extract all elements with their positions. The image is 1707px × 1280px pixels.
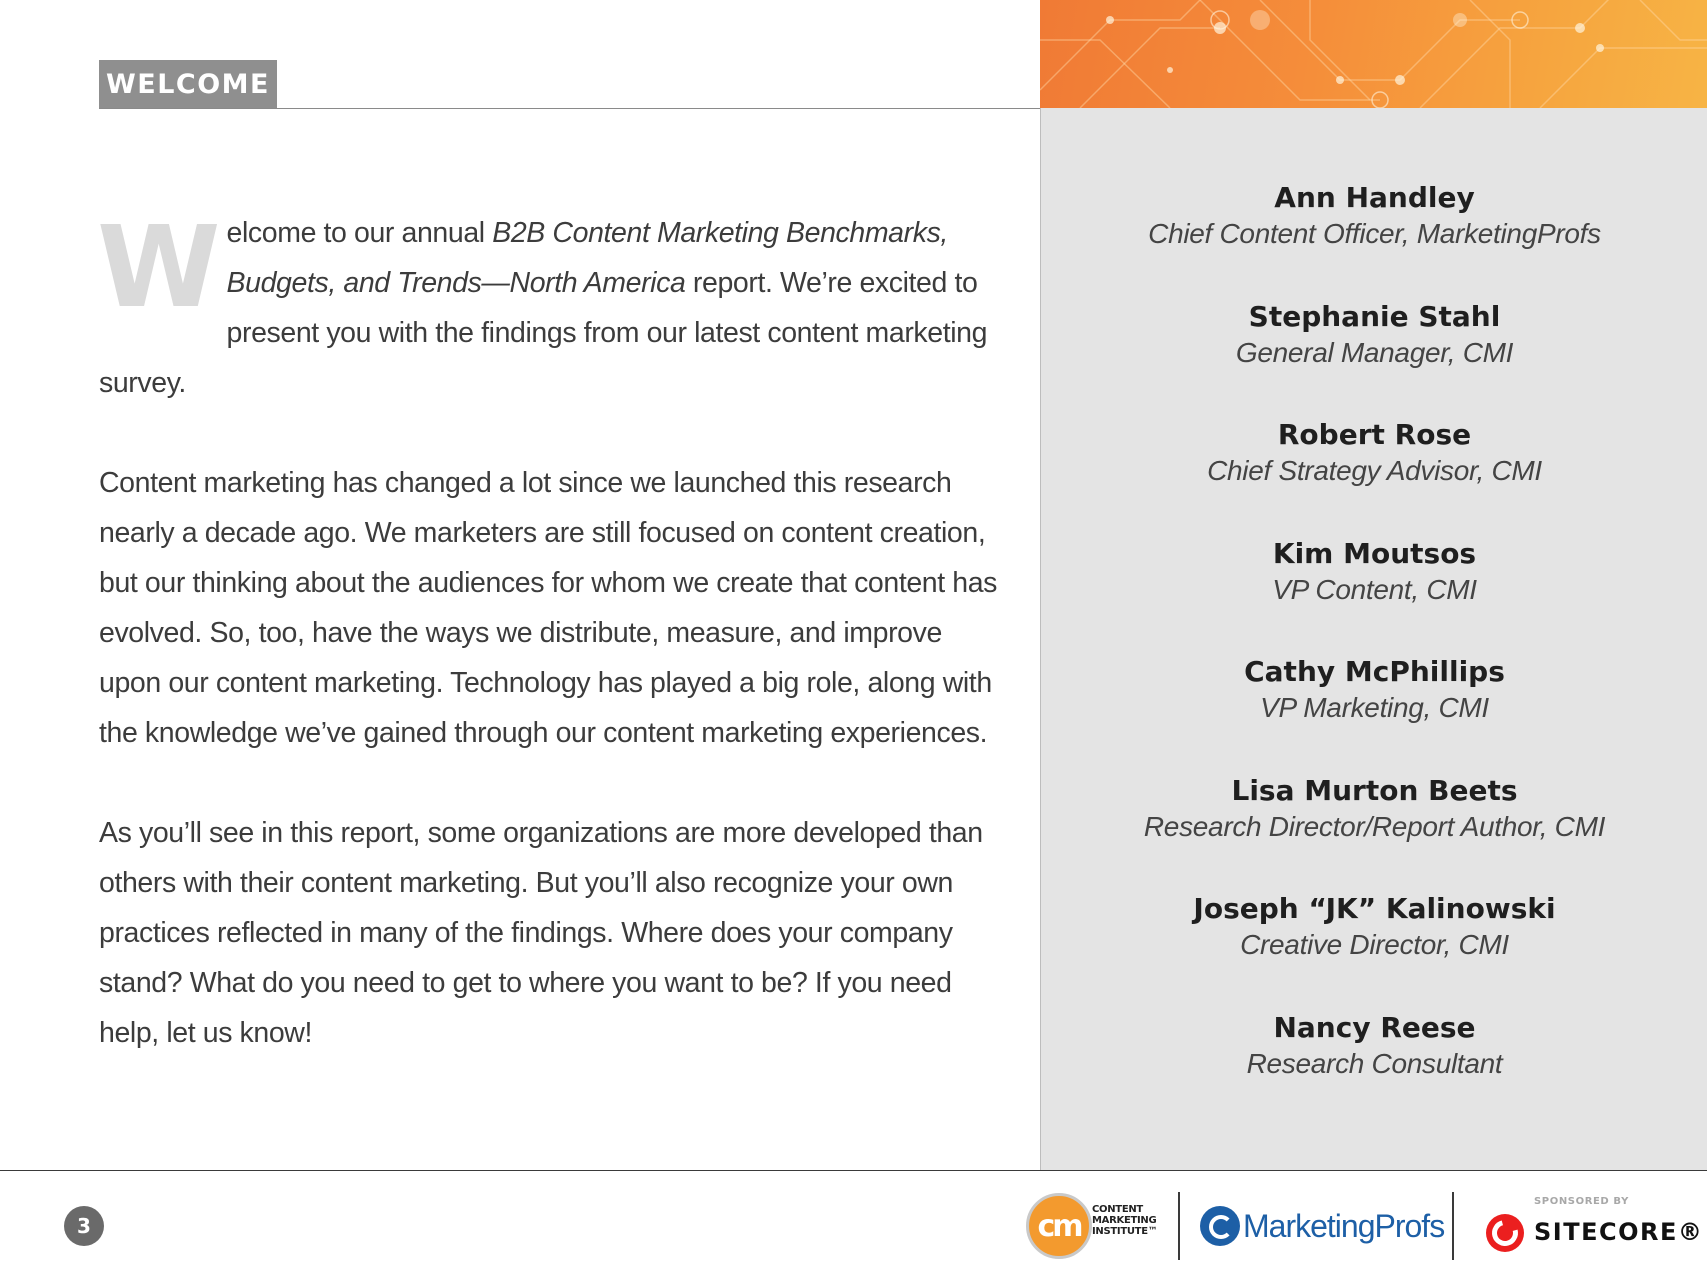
person-title: Research Director/Report Author, CMI bbox=[1143, 810, 1606, 842]
cmi-text-line: INSTITUTE™ bbox=[1092, 1226, 1158, 1237]
person-entry bbox=[1041, 773, 1707, 892]
person-entry bbox=[1041, 654, 1707, 773]
person-title: Creative Director, CMI bbox=[1240, 929, 1509, 960]
person-entry bbox=[1041, 1010, 1707, 1129]
intro-lead: elcome to our annual bbox=[226, 217, 493, 249]
person-name: Cathy McPhillips bbox=[1244, 655, 1505, 688]
cmi-mark: cm bbox=[1037, 1208, 1081, 1244]
person-entry bbox=[1041, 891, 1707, 1010]
header-rule bbox=[99, 108, 1040, 109]
page-number-badge bbox=[64, 1206, 104, 1246]
marketingprofs-logo[interactable] bbox=[1200, 1204, 1444, 1248]
person-title: Research Consultant bbox=[1246, 1047, 1503, 1079]
person-entry bbox=[1041, 180, 1707, 299]
logo-divider bbox=[1178, 1192, 1180, 1260]
person-title: General Manager, CMI bbox=[1235, 336, 1514, 368]
dropcap: W bbox=[97, 203, 215, 333]
sitecore-wordmark: SITECORE® bbox=[1534, 1218, 1704, 1246]
person-entry bbox=[1041, 299, 1707, 418]
person-name: Joseph “JK” Kalinowski bbox=[1193, 892, 1556, 925]
body-paragraph: As you’ll see in this report, some organizations are more developed than others with their content marketing. But you’ll also recognize your own practices reflected in many of the findings. Where does your company stand? What do you need to get to where you want to be? If you need help, let us know! bbox=[99, 817, 983, 1049]
cmi-logo-icon bbox=[1026, 1193, 1092, 1259]
person-name: Nancy Reese bbox=[1273, 1010, 1476, 1044]
footer-rule bbox=[0, 1170, 1707, 1171]
circuit-pattern bbox=[1040, 0, 1707, 108]
welcome-body bbox=[97, 203, 1004, 1108]
person-entry bbox=[1041, 536, 1707, 655]
section-tab bbox=[99, 60, 277, 108]
person-title: VP Marketing, CMI bbox=[1260, 692, 1489, 723]
cmi-logo[interactable] bbox=[1024, 1190, 1164, 1260]
person-title: Chief Content Officer, MarketingProfs bbox=[1148, 218, 1601, 249]
marketingprofs-wordmark: MarketingProfs bbox=[1243, 1207, 1445, 1244]
team-sidebar bbox=[1040, 108, 1707, 1170]
cmi-text-line: CONTENT bbox=[1092, 1204, 1143, 1215]
person-name: Kim Moutsos bbox=[1272, 536, 1477, 570]
person-name: Lisa Murton Beets bbox=[1231, 773, 1518, 807]
person-name: Robert Rose bbox=[1277, 418, 1472, 451]
sitecore-icon bbox=[1486, 1214, 1524, 1252]
sitecore-logo[interactable] bbox=[1486, 1194, 1704, 1254]
person-entry bbox=[1041, 417, 1707, 536]
cmi-text-line: MARKETING bbox=[1092, 1215, 1157, 1226]
person-title: Chief Strategy Advisor, CMI bbox=[1207, 455, 1542, 486]
people-list bbox=[1041, 180, 1707, 1128]
body-paragraph: Content marketing has changed a lot since we launched this research nearly a decade ago. We marketers are still focused on content creation, but our thinking about the audiences for whom we create that content has evolved. So, too, have the ways we distribute, measure, and improve upon our content marketing. Technology has played a big role, along with the knowledge we’ve gained through our content marketing experiences. bbox=[99, 467, 998, 749]
person-name: Ann Handley bbox=[1274, 181, 1475, 214]
section-label: WELCOME bbox=[105, 68, 270, 100]
cmi-logo-text bbox=[1092, 1204, 1157, 1237]
report-title: B2B Content Marketing Benchmarks, Budgets, and Trends—North America bbox=[226, 217, 948, 299]
page-number: 3 bbox=[77, 1214, 91, 1238]
intro-rest: report. We’re excited to present you with the findings from our latest content marketing survey. bbox=[99, 267, 988, 399]
person-name: Stephanie Stahl bbox=[1248, 299, 1501, 333]
decorative-banner bbox=[1040, 0, 1707, 108]
intro-paragraph bbox=[97, 203, 1004, 408]
person-title: VP Content, CMI bbox=[1272, 573, 1477, 605]
sponsored-by-label: SPONSORED BY bbox=[1534, 1196, 1629, 1207]
logo-divider bbox=[1452, 1192, 1454, 1260]
marketingprofs-icon bbox=[1200, 1206, 1240, 1246]
